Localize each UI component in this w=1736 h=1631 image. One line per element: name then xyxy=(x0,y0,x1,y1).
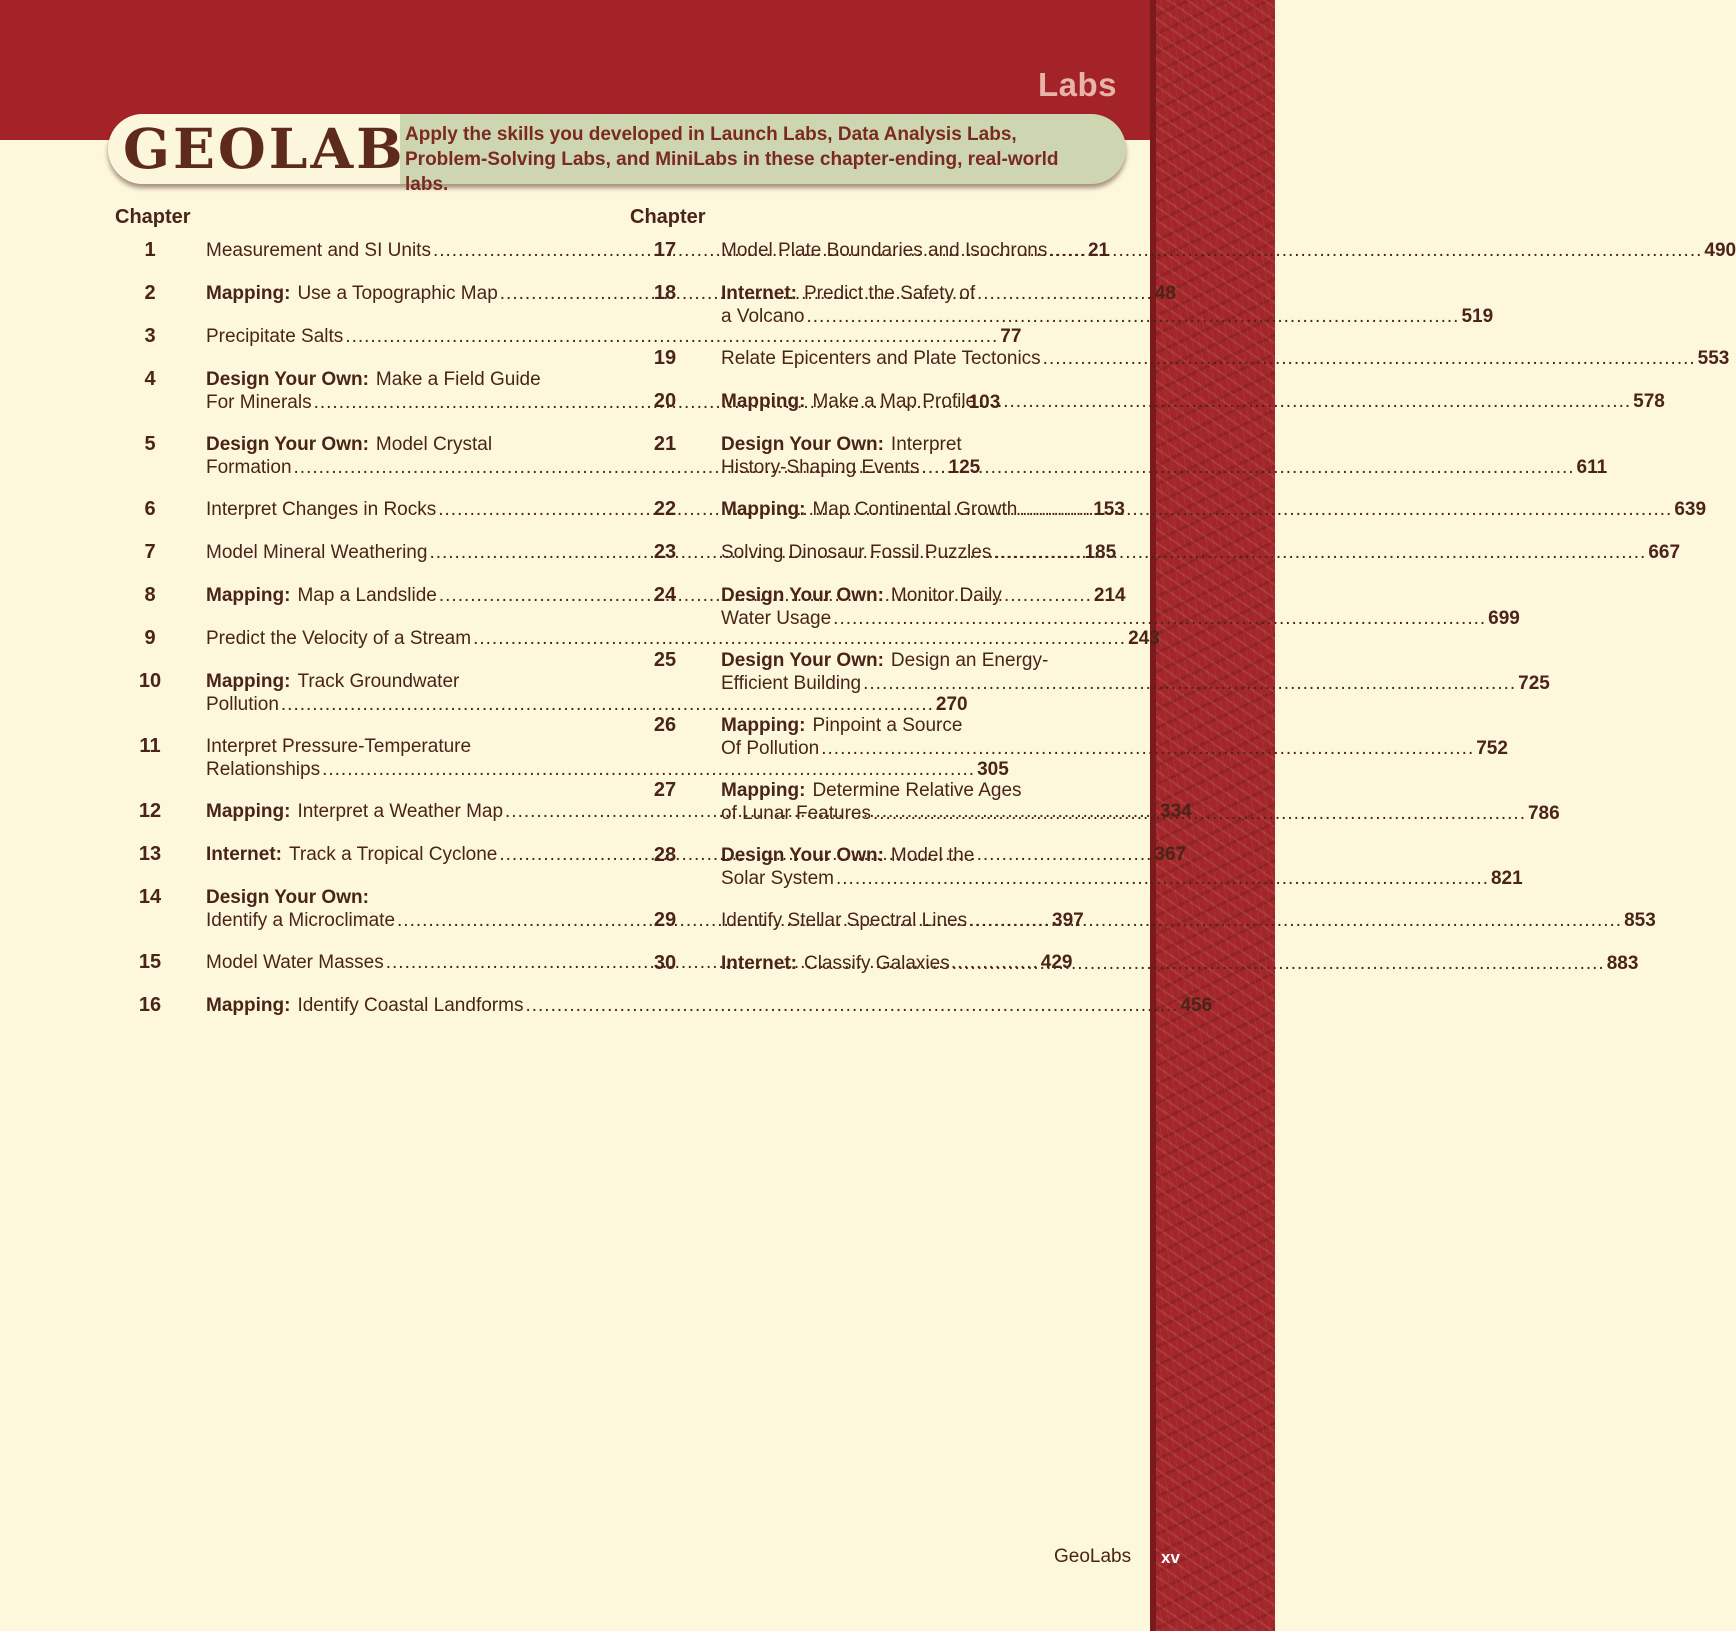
page-number-ref: 883 xyxy=(1606,953,1639,974)
lab-title xyxy=(721,347,1730,370)
lab-title-text: Monitor Daily xyxy=(890,585,1002,606)
page-number-ref: 786 xyxy=(1527,803,1560,824)
lab-title-text: Track Groundwater xyxy=(297,671,460,692)
lab-type-label: Design Your Own: xyxy=(721,650,884,671)
page-number-ref: 752 xyxy=(1476,738,1508,759)
chapter-heading: Chapter xyxy=(630,206,706,228)
chapter-number: 13 xyxy=(138,843,162,865)
lab-title-text: Identify Coastal Landforms xyxy=(297,995,524,1016)
chapter-number: 21 xyxy=(653,433,677,455)
page-number-ref: 553 xyxy=(1697,348,1730,369)
chapter-number: 2 xyxy=(144,282,156,304)
lab-title-line xyxy=(206,994,1213,1017)
chapter-number: 7 xyxy=(144,541,156,563)
lab-title-text: Make a Field Guide xyxy=(375,369,541,390)
lab-type-label: Design Your Own: xyxy=(721,585,884,606)
dot-leader xyxy=(863,672,1516,695)
page-number-ref: 367 xyxy=(1154,844,1187,865)
chapter-number: 27 xyxy=(653,779,677,801)
page-number-ref: 153 xyxy=(1093,499,1125,520)
lab-type-label: Internet: xyxy=(206,844,282,865)
lab-title-line xyxy=(721,239,1736,262)
lab-title-text: Design an Energy- xyxy=(890,650,1049,671)
lab-title xyxy=(721,433,1608,479)
page-number-ref: 639 xyxy=(1674,499,1707,520)
lab-title xyxy=(206,627,1160,650)
page-number-ref: 611 xyxy=(1576,457,1608,478)
page-number-ref: 519 xyxy=(1461,306,1494,327)
page-number-ref: 578 xyxy=(1633,391,1665,412)
lab-title-text: For Minerals xyxy=(206,392,312,413)
lab-title-text: Predict the Safety of xyxy=(804,283,976,304)
page-number-ref: 103 xyxy=(968,392,1001,413)
chapter-number: 26 xyxy=(653,714,677,736)
page-number-ref: 334 xyxy=(1160,801,1192,822)
lab-title-line xyxy=(721,584,1102,607)
page-number-ref: 725 xyxy=(1518,673,1550,694)
chapter-number: 29 xyxy=(653,909,677,931)
lab-title xyxy=(721,952,1639,975)
lab-title xyxy=(721,541,1681,564)
lab-title-text: Map Continental Growth xyxy=(812,499,1018,520)
chapter-number: 20 xyxy=(653,390,677,412)
lab-title-text: Interpret Pressure-Temperature xyxy=(206,736,472,757)
lab-title xyxy=(721,714,1508,760)
lab-type-label: Mapping: xyxy=(721,391,806,412)
lab-title-text: Predict the Velocity of a Stream xyxy=(206,628,472,649)
lab-title-text: Model the xyxy=(890,845,975,866)
dot-leader xyxy=(821,737,1474,760)
chapter-number: 5 xyxy=(144,433,156,455)
dot-leader xyxy=(836,867,1489,890)
lab-title-text: of Lunar Features xyxy=(721,803,871,824)
dot-leader xyxy=(873,802,1526,825)
dot-leader xyxy=(969,909,1622,932)
chapter-number: 10 xyxy=(138,670,162,692)
lab-title-line xyxy=(721,737,1508,760)
chapter-number: 14 xyxy=(138,886,162,908)
lab-title-text: Measurement and SI Units xyxy=(206,240,431,261)
dot-leader xyxy=(1049,239,1702,262)
lab-title-line xyxy=(721,909,1656,932)
lab-title xyxy=(721,390,1665,413)
chapter-number: 6 xyxy=(144,498,156,520)
lab-title-text: Identify a Microclimate xyxy=(206,910,396,931)
page-number-ref: 214 xyxy=(1093,585,1126,606)
geolab-logo: GEOLAB xyxy=(123,116,406,181)
lab-title-line xyxy=(721,347,1730,370)
lab-entry xyxy=(115,985,1213,1028)
lab-title xyxy=(206,994,1213,1017)
page-number-ref: 77 xyxy=(1000,326,1022,347)
lab-title-line xyxy=(721,844,1102,867)
lab-type-label: Mapping: xyxy=(721,780,806,801)
chapter-number: 25 xyxy=(653,649,677,671)
lab-type-label: Design Your Own: xyxy=(206,887,369,908)
page-number-ref: 490 xyxy=(1704,240,1736,261)
lab-title-line xyxy=(721,541,1681,564)
lab-title-text: Water Usage xyxy=(721,608,832,629)
chapter-number: 17 xyxy=(653,239,677,261)
chapter-number: 23 xyxy=(653,541,677,563)
lab-entry xyxy=(630,532,1681,575)
banner-intro-text: Apply the skills you developed in Launch Labs, Data Analysis Labs, Problem-Solving Labs, and MiniLabs in these chapter-ending, real-world labs. xyxy=(405,124,1059,195)
chapter-number: 12 xyxy=(138,800,162,822)
lab-title-text: Map a Landslide xyxy=(297,585,437,606)
lab-type-label: Internet: xyxy=(721,283,797,304)
chapter-number: 9 xyxy=(144,627,156,649)
dot-leader xyxy=(1043,347,1696,370)
lab-title-text: Interpret xyxy=(890,434,962,455)
lab-title-text: Model Crystal xyxy=(375,434,493,455)
lab-title-line xyxy=(721,390,1665,413)
lab-title-line xyxy=(721,607,1520,630)
lab-title xyxy=(206,325,1022,348)
lab-title xyxy=(721,909,1656,932)
chapter-number: 4 xyxy=(144,368,156,390)
lab-title-text: Classify Galaxies xyxy=(804,953,950,974)
lab-title-line xyxy=(206,693,968,716)
lab-title-line xyxy=(206,627,1160,650)
lab-title xyxy=(721,239,1736,262)
lab-type-label: Mapping: xyxy=(721,715,806,736)
lab-title-text: Interpret Changes in Rocks xyxy=(206,499,437,520)
lab-title-text: Pinpoint a Source xyxy=(812,715,963,736)
lab-title-text: Make a Map Profile xyxy=(812,391,977,412)
lab-title-line xyxy=(721,305,1494,328)
lab-title-line xyxy=(206,886,587,909)
chapter-number: 15 xyxy=(138,951,162,973)
lab-entry xyxy=(630,381,1665,424)
lab-title-line xyxy=(206,758,1009,781)
lab-entry xyxy=(630,943,1639,986)
page-number-ref: 456 xyxy=(1180,995,1213,1016)
lab-title-line xyxy=(206,325,1022,348)
lab-type-label: Mapping: xyxy=(721,499,806,520)
section-title: Labs xyxy=(1037,66,1117,103)
chapter-heading: Chapter xyxy=(115,206,191,228)
lab-title-text: Formation xyxy=(206,457,292,478)
chapter-number: 16 xyxy=(138,994,162,1016)
lab-title-text: a Volcano xyxy=(721,306,805,327)
lab-title xyxy=(721,649,1550,695)
page-number-ref: 185 xyxy=(1084,542,1117,563)
lab-title-line xyxy=(721,952,1639,975)
lab-title-line xyxy=(721,714,1102,737)
chapter-number: 11 xyxy=(139,735,161,757)
lab-title-text: Efficient Building xyxy=(721,673,862,694)
chapter-number: 3 xyxy=(144,325,156,347)
lab-type-label: Mapping: xyxy=(206,995,291,1016)
lab-title-line xyxy=(206,433,587,456)
lab-entry xyxy=(630,705,1508,770)
dot-leader xyxy=(978,390,1631,413)
lab-type-label: Design Your Own: xyxy=(721,845,884,866)
lab-title-line xyxy=(721,282,1102,305)
lab-title-text: Model Mineral Weathering xyxy=(206,542,428,563)
page-number-ref: 429 xyxy=(1040,952,1073,973)
lab-entry xyxy=(630,489,1707,532)
geolab-logo-box xyxy=(108,114,406,184)
page-number-ref: 270 xyxy=(935,694,968,715)
page-number-ref: 125 xyxy=(948,457,981,478)
lab-title-text: Model Water Masses xyxy=(206,952,384,973)
chapter-number: 30 xyxy=(653,952,677,974)
chapter-number: 24 xyxy=(653,584,677,606)
lab-title-text: Track a Tropical Cyclone xyxy=(289,844,498,865)
lab-title-text: Precipitate Salts xyxy=(206,326,344,347)
lab-type-label: Mapping: xyxy=(206,801,291,822)
lab-type-label: Design Your Own: xyxy=(206,369,369,390)
page-number-ref: 821 xyxy=(1490,868,1523,889)
lab-title-text: Of Pollution xyxy=(721,738,820,759)
dot-leader xyxy=(833,607,1486,630)
page-number-ref: 305 xyxy=(977,759,1009,780)
lab-entry xyxy=(630,338,1730,381)
lab-title-line xyxy=(721,433,1102,456)
chapter-number: 1 xyxy=(144,239,156,261)
dot-leader xyxy=(525,994,1178,1017)
lab-title-line xyxy=(721,456,1608,479)
dot-leader xyxy=(1019,498,1672,521)
lab-title-line xyxy=(721,649,1102,672)
lab-title-text: Interpret a Weather Map xyxy=(297,801,504,822)
lab-title-text: Solving Dinosaur Fossil Puzzles xyxy=(721,542,992,563)
footer-label: GeoLabs xyxy=(1054,1546,1132,1567)
lab-title-line xyxy=(206,368,587,391)
lab-title-line xyxy=(721,867,1523,890)
lab-title-text: Identify Stellar Spectral Lines xyxy=(721,910,968,931)
chapter-number: 28 xyxy=(653,844,677,866)
lab-title-text: Pollution xyxy=(206,694,279,715)
chapter-number: 19 xyxy=(653,347,677,369)
page-number-ref: 699 xyxy=(1488,608,1520,629)
lab-title-text: Use a Topographic Map xyxy=(297,283,498,304)
lab-entry xyxy=(630,900,1656,943)
dot-leader xyxy=(993,541,1646,564)
dot-leader xyxy=(952,952,1605,975)
lab-type-label: Mapping: xyxy=(206,671,291,692)
chapter-number: 18 xyxy=(653,282,677,304)
lab-type-label: Mapping: xyxy=(206,283,291,304)
lab-title-text: Solar System xyxy=(721,868,834,889)
page-number-ref: 243 xyxy=(1128,628,1160,649)
lab-entry xyxy=(630,230,1736,273)
chapter-number: 8 xyxy=(144,584,156,606)
chapter-number: 22 xyxy=(653,498,677,520)
lab-title-text: History-Shaping Events xyxy=(721,457,920,478)
lab-title-text: Model Plate Boundaries and Isochrons xyxy=(721,240,1048,261)
lab-title-line xyxy=(721,672,1550,695)
geolab-banner xyxy=(108,114,1126,195)
page-number-ref: 397 xyxy=(1052,910,1084,931)
lab-type-label: Internet: xyxy=(721,953,797,974)
lab-title-text: Relationships xyxy=(206,759,321,780)
dot-leader xyxy=(806,305,1459,328)
dot-leader xyxy=(922,456,1575,479)
lab-title-text: Determine Relative Ages xyxy=(812,780,1022,801)
lab-entry xyxy=(630,640,1550,705)
lab-type-label: Mapping: xyxy=(206,585,291,606)
page-number-ref: 21 xyxy=(1087,240,1110,261)
lab-type-label: Design Your Own: xyxy=(721,434,884,455)
page-number-ref: 853 xyxy=(1624,910,1656,931)
lab-title-line xyxy=(206,670,587,693)
lab-title-line xyxy=(206,735,587,758)
page-number: xv xyxy=(1161,1548,1180,1567)
lab-entry xyxy=(630,424,1608,489)
lab-title-text: Relate Epicenters and Plate Tectonics xyxy=(721,348,1041,369)
page-number-ref: 48 xyxy=(1154,283,1176,304)
lab-title-line xyxy=(721,779,1102,802)
lab-type-label: Design Your Own: xyxy=(206,434,369,455)
page-number-ref: 667 xyxy=(1648,542,1681,563)
